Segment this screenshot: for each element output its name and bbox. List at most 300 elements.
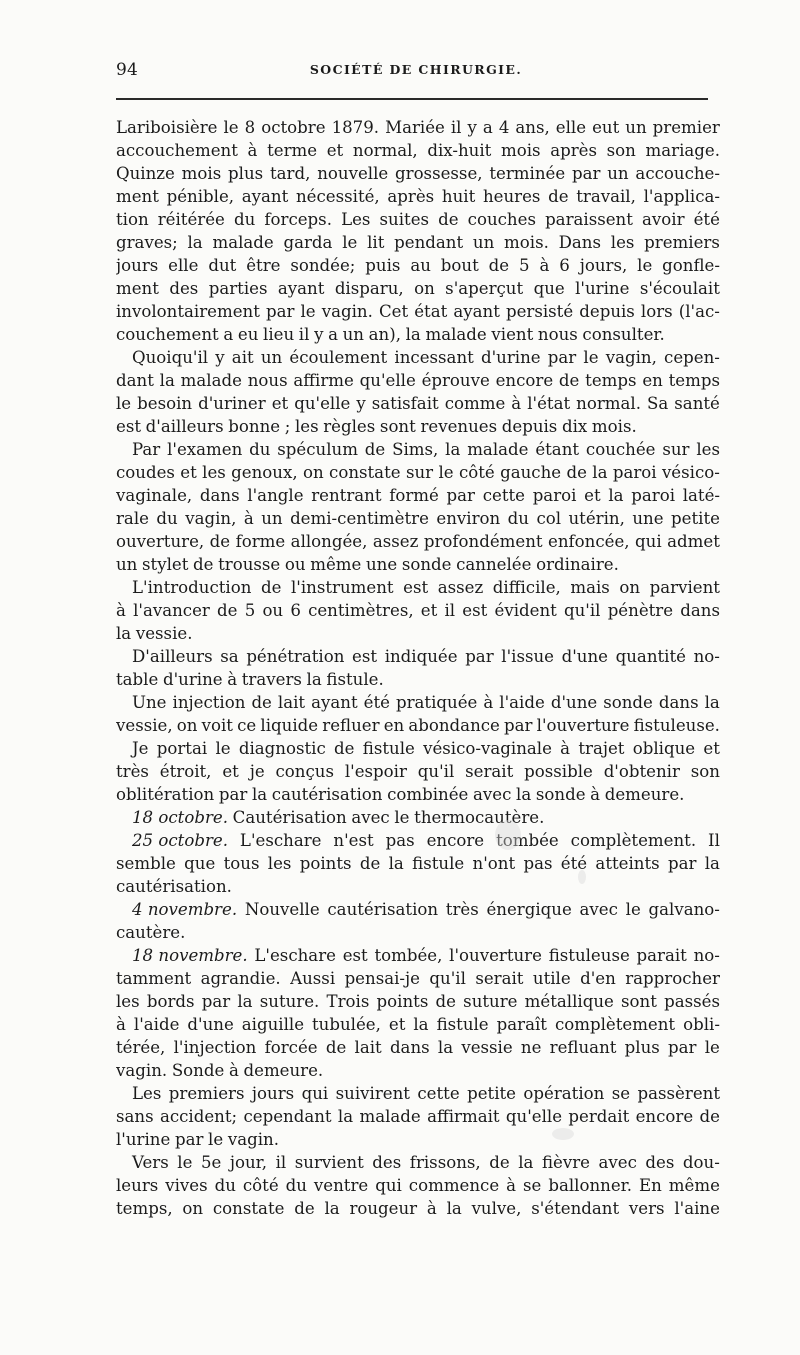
word: à — [483, 693, 494, 712]
word: affirmait — [427, 1107, 500, 1126]
word: à — [426, 1199, 437, 1218]
word: avoir — [642, 210, 685, 229]
word: encore — [635, 1107, 694, 1126]
word: ans, — [515, 118, 550, 137]
word: vagin. — [227, 1130, 279, 1149]
word: sur — [405, 463, 434, 482]
word: même — [310, 555, 362, 574]
word: le — [438, 463, 454, 482]
word: trousse — [218, 555, 281, 574]
body-text — [116, 116, 720, 1220]
scan-smudge — [495, 820, 521, 850]
word: d'obtenir — [603, 762, 680, 781]
text-line — [116, 300, 720, 323]
word: malade — [467, 440, 529, 459]
word: couchée — [585, 440, 656, 459]
word: un — [472, 233, 495, 252]
word: complètement — [554, 1015, 676, 1034]
text-line — [116, 530, 720, 553]
word: de — [251, 693, 272, 712]
word: depuis — [579, 302, 635, 321]
word: on — [176, 716, 198, 735]
word: nous — [537, 325, 578, 344]
word: liquide — [260, 716, 319, 735]
word: par — [668, 1038, 697, 1057]
word: paroi — [532, 486, 577, 505]
word: huit — [441, 187, 476, 206]
word: L'introduction — [132, 578, 252, 597]
word: un — [625, 118, 647, 137]
text-line — [116, 645, 720, 668]
word: rentrant — [311, 486, 382, 505]
word: cautérisation — [271, 785, 383, 804]
word: à — [243, 509, 254, 528]
word: environ — [436, 509, 501, 528]
word: le — [215, 739, 231, 758]
word: mois — [500, 141, 541, 160]
word: vaginale, — [116, 486, 193, 505]
word: admet — [667, 532, 720, 551]
word: nécessité, — [295, 187, 380, 206]
word: ou — [262, 601, 284, 620]
word: état — [414, 302, 448, 321]
word: besoin — [137, 394, 193, 413]
text-line — [116, 829, 720, 852]
word: revenues — [420, 417, 498, 436]
word: a — [223, 325, 234, 344]
word: rale — [116, 509, 149, 528]
word: règles — [323, 417, 376, 436]
word: mois — [181, 164, 222, 183]
word: 6 — [559, 256, 570, 275]
word: dans — [389, 1038, 430, 1057]
word: petite — [671, 509, 720, 528]
word: de — [217, 601, 238, 620]
word: elle — [555, 118, 587, 137]
word: mois. — [504, 233, 549, 252]
word: d'urine — [162, 670, 223, 689]
word: atteints — [595, 854, 660, 873]
word: par — [547, 348, 577, 367]
text-line — [116, 1105, 720, 1128]
word: se — [611, 1084, 631, 1103]
word: comme — [444, 394, 506, 413]
text-line — [116, 392, 720, 415]
word: à — [511, 394, 522, 413]
word: térée, — [116, 1038, 166, 1057]
word: mais — [570, 578, 610, 597]
text-line — [116, 852, 720, 875]
word: diagnostic — [238, 739, 326, 758]
text-line — [116, 737, 720, 760]
word: an), — [368, 325, 401, 344]
word: son — [690, 762, 720, 781]
word: plus — [624, 1038, 660, 1057]
text-line — [116, 622, 720, 645]
text-line — [116, 553, 720, 576]
word: ait — [231, 348, 254, 367]
word: par — [174, 1130, 204, 1149]
text-line — [116, 875, 720, 898]
word: paraissent — [545, 210, 633, 229]
word: des — [372, 1153, 402, 1172]
word: l'instrument — [291, 578, 394, 597]
word: points — [376, 992, 429, 1011]
word: s'étendant — [531, 1199, 620, 1218]
word: on — [414, 279, 435, 298]
word: accouche- — [635, 164, 720, 183]
word: le — [583, 348, 599, 367]
word: de — [548, 187, 569, 206]
word: sur — [662, 440, 690, 459]
word: centimètres, — [308, 601, 414, 620]
text-line — [116, 1013, 720, 1036]
word: spéculum — [277, 440, 358, 459]
word: dut — [208, 256, 237, 275]
word: malade — [212, 233, 274, 252]
text-line — [116, 576, 720, 599]
date-word — [132, 806, 228, 829]
word: dans — [680, 601, 720, 620]
word: temps — [668, 371, 720, 390]
word: vésico-vaginale — [423, 739, 552, 758]
word: Nouvelle — [244, 900, 320, 919]
word: la — [337, 1107, 354, 1126]
word: l'issue — [501, 647, 554, 666]
word: son — [606, 141, 636, 160]
word: dant — [116, 371, 154, 390]
text-line — [116, 967, 720, 990]
word: cautérisation — [327, 900, 439, 919]
text-line — [116, 139, 720, 162]
word: on — [182, 1199, 204, 1218]
date-label: 18 novembre. — [132, 946, 248, 965]
word: très — [116, 762, 149, 781]
date-label: 18 octobre. — [132, 808, 228, 827]
text-line — [116, 254, 720, 277]
word: une — [632, 509, 664, 528]
word: tombée, — [374, 946, 443, 965]
word: pénible, — [166, 187, 235, 206]
word: constate — [212, 1199, 285, 1218]
word: elle — [168, 256, 199, 275]
word: et — [584, 486, 601, 505]
word: à — [539, 256, 550, 275]
word: heures — [482, 187, 541, 206]
word: involontairement — [116, 302, 260, 321]
word: qu'elle — [359, 371, 416, 390]
word: il — [450, 118, 462, 137]
word: l'aide — [499, 693, 545, 712]
word: Cet — [378, 302, 409, 321]
word: avec — [598, 1153, 637, 1172]
word: dix — [561, 417, 588, 436]
word: et — [420, 601, 438, 620]
word: est — [342, 946, 368, 965]
word: eu — [237, 325, 259, 344]
word: et — [388, 1015, 406, 1034]
word: l'urine — [116, 1130, 171, 1149]
word: il — [444, 601, 456, 620]
word: un — [116, 555, 138, 574]
word: s'aperçut — [445, 279, 524, 298]
word: la — [306, 670, 322, 689]
word: la — [116, 624, 132, 643]
text-line — [116, 369, 720, 392]
word: ayant — [277, 279, 325, 298]
word: du — [249, 440, 271, 459]
word: abondance — [408, 716, 500, 735]
text-line — [116, 438, 720, 461]
word: avec — [579, 900, 618, 919]
word: côté — [458, 463, 495, 482]
text-line — [116, 277, 720, 300]
text-line — [116, 185, 720, 208]
word: fistule — [436, 1015, 489, 1034]
word: normal, — [352, 141, 418, 160]
text-line — [116, 208, 720, 231]
word: d'en — [580, 969, 616, 988]
word: depuis — [501, 417, 558, 436]
word: des — [645, 1153, 675, 1172]
word: pénètre — [607, 601, 674, 620]
word: les — [116, 992, 140, 1011]
word: vers — [628, 1199, 665, 1218]
word: assez — [372, 532, 419, 551]
word: le — [342, 233, 358, 252]
text-line — [116, 1197, 720, 1220]
word: ayant — [453, 302, 500, 321]
text-line — [116, 231, 720, 254]
word: col — [536, 509, 562, 528]
word: ayant — [311, 693, 358, 712]
word: l'ouverture — [536, 716, 630, 735]
word: jours — [116, 256, 159, 275]
word: leurs — [116, 1176, 159, 1195]
word: l'avancer — [133, 601, 210, 620]
word: du — [507, 509, 529, 528]
word: suture. — [259, 992, 320, 1011]
word: D'ailleurs — [132, 647, 213, 666]
word: ou — [284, 555, 306, 574]
word: mois. — [591, 417, 637, 436]
word: un — [607, 164, 629, 183]
word: cependant — [243, 1107, 332, 1126]
text-line — [116, 714, 720, 737]
word: terminée — [489, 164, 566, 183]
text-line — [116, 944, 720, 967]
date-label: 4 novembre. — [132, 900, 238, 919]
word: se — [523, 1176, 542, 1195]
page-number: 94 — [116, 60, 139, 80]
word: survient — [294, 1153, 364, 1172]
header-rule — [116, 98, 708, 100]
word: un — [260, 348, 283, 367]
word: formé — [389, 486, 439, 505]
running-title: SOCIÉTÉ DE CHIRURGIE. — [309, 62, 523, 77]
word: d'une — [187, 1015, 234, 1034]
word: assez — [437, 578, 484, 597]
word: galvano- — [648, 900, 720, 919]
word: ; — [284, 417, 291, 436]
word: du — [233, 210, 256, 229]
word: Mariée — [385, 118, 445, 137]
word: avec — [473, 785, 512, 804]
word: vagin, — [185, 509, 237, 528]
word: Les — [341, 210, 371, 229]
word: la — [324, 1199, 340, 1218]
word: été — [693, 210, 720, 229]
word: terme — [267, 141, 318, 160]
word: à — [506, 1176, 517, 1195]
word: été — [560, 854, 588, 873]
word: il — [275, 1153, 287, 1172]
word: plus — [228, 164, 264, 183]
word: d'uriner — [198, 394, 266, 413]
word: tard, — [270, 164, 311, 183]
word: 5e — [200, 1153, 222, 1172]
word: l'injection — [173, 1038, 257, 1057]
word: par — [446, 486, 475, 505]
word: avec — [351, 808, 390, 827]
word: de — [209, 532, 231, 551]
word: malade — [180, 371, 242, 390]
word: on — [302, 463, 324, 482]
word: ne — [520, 1038, 542, 1057]
word: utile — [532, 969, 571, 988]
word: réitérée — [157, 210, 225, 229]
word: l'urine — [575, 279, 630, 298]
word: premiers — [644, 233, 720, 252]
word: pratiquée — [395, 693, 478, 712]
word: Une — [132, 693, 167, 712]
date-label: 25 octobre. — [132, 831, 228, 850]
word: qui — [635, 532, 662, 551]
text-line — [116, 783, 720, 806]
text-line — [116, 507, 720, 530]
word: les — [696, 440, 720, 459]
word: jour, — [229, 1153, 268, 1172]
word: refluer — [322, 716, 380, 735]
text-line — [116, 599, 720, 622]
word: des — [169, 279, 199, 298]
word: le — [223, 118, 239, 137]
word: conçus — [275, 762, 334, 781]
word: par — [667, 854, 697, 873]
word: s'écoulait — [639, 279, 720, 298]
word: vient — [491, 325, 534, 344]
word: suivirent — [335, 1084, 410, 1103]
text-line — [116, 1151, 720, 1174]
word: jours — [251, 1084, 295, 1103]
word: paraît — [496, 1015, 547, 1034]
word: de — [260, 578, 282, 597]
text-line — [116, 1174, 720, 1197]
word: complètement. — [570, 831, 697, 850]
word: par — [218, 785, 248, 804]
word: évident — [494, 601, 557, 620]
word: possible — [524, 762, 593, 781]
word: bords — [146, 992, 195, 1011]
word: temps — [585, 371, 637, 390]
word: après — [387, 187, 435, 206]
word: la — [159, 371, 175, 390]
word: 8 — [244, 118, 256, 137]
date-word — [132, 944, 248, 967]
word: malade — [425, 325, 487, 344]
word: à — [227, 670, 238, 689]
word: sa — [220, 647, 239, 666]
word: ce — [237, 716, 257, 735]
word: eut — [592, 118, 620, 137]
word: le — [394, 808, 410, 827]
word: combinée — [387, 785, 469, 804]
word: est — [352, 647, 378, 666]
word: qu'il — [564, 601, 601, 620]
word: en — [383, 716, 405, 735]
word: tamment — [116, 969, 192, 988]
text-line — [116, 806, 720, 829]
word: Dans — [558, 233, 602, 252]
word: jours, — [579, 256, 628, 275]
word: a — [482, 118, 493, 137]
word: de — [489, 1153, 510, 1172]
word: consulter. — [582, 325, 665, 344]
text-line — [116, 484, 720, 507]
text-line — [116, 461, 720, 484]
word: de — [438, 210, 459, 229]
word: par — [571, 164, 601, 183]
word: le — [300, 302, 316, 321]
word: demeure. — [243, 1061, 324, 1080]
word: énergique — [486, 900, 572, 919]
word: de — [325, 1038, 347, 1057]
word: étroit, — [159, 762, 212, 781]
word: le — [177, 1153, 193, 1172]
word: la — [413, 1015, 429, 1034]
word: perdait — [568, 1107, 630, 1126]
word: pénétration — [246, 647, 345, 666]
word: être — [246, 256, 281, 275]
word: été — [363, 693, 390, 712]
word: la — [608, 486, 624, 505]
word: a — [328, 325, 338, 344]
word: la — [704, 693, 720, 712]
word: de — [435, 992, 456, 1011]
word: l'aide — [133, 1015, 180, 1034]
word: Vers — [132, 1153, 169, 1172]
word: sont — [621, 992, 657, 1011]
word: par — [265, 302, 295, 321]
word: cautère. — [116, 923, 186, 942]
word: de — [193, 555, 214, 574]
word: la — [592, 463, 608, 482]
word: garda — [283, 233, 333, 252]
word: au — [410, 256, 431, 275]
word: constate — [329, 463, 401, 482]
word: opération — [523, 1084, 605, 1103]
word: santé — [674, 394, 720, 413]
word: malade — [359, 1107, 421, 1126]
word: sonde — [603, 693, 653, 712]
word: tubulée, — [312, 1015, 381, 1034]
word: forme — [235, 532, 286, 551]
text-line — [116, 1036, 720, 1059]
word: et — [271, 394, 289, 413]
word: rapprocher — [625, 969, 720, 988]
word: bonne — [228, 417, 281, 436]
word: utérin, — [568, 509, 625, 528]
